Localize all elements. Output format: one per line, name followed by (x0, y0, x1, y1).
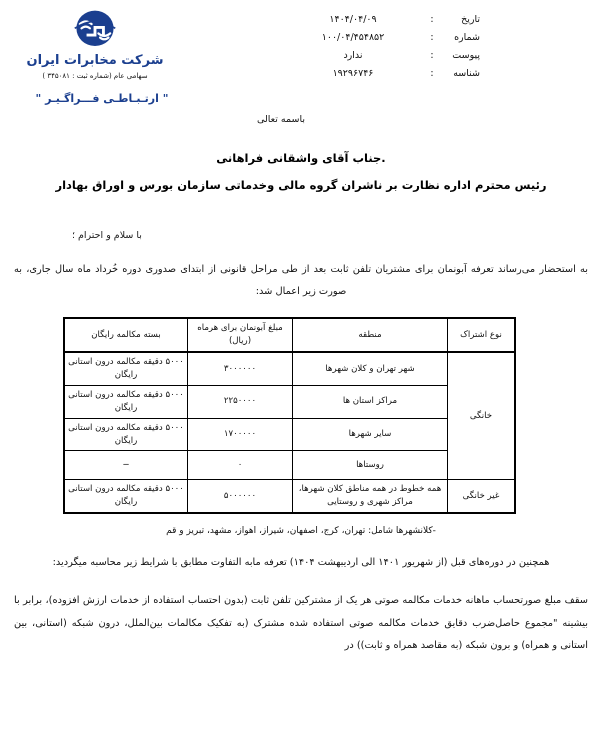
header-meta-block (280, 14, 480, 86)
basmala: باسمه تعالی (256, 114, 306, 125)
column-header-subscription-type: نوع اشتراک (448, 318, 516, 352)
cell-amount: ۰ (188, 451, 293, 480)
tariff-table-wrapper (68, 317, 516, 514)
salutation: با سلام و احترام ؛ (72, 230, 142, 241)
company-wordmark: شرکت مخابرات ایران (26, 53, 164, 68)
table-row (64, 385, 515, 418)
cell-package: ۵۰۰۰ دقیقه مکالمه درون استانی رایگان (64, 352, 188, 385)
cell-zone: شهر تهران و کلان شهرها (293, 352, 448, 385)
meta-value-attachment: ندارد (343, 50, 363, 61)
meta-value-identifier: ۱۹۲۹۶۷۴۶ (332, 68, 374, 79)
meta-label-date: تاریخ (461, 14, 480, 25)
company-logo-block (0, 8, 190, 80)
meta-row-identifier (280, 68, 480, 86)
meta-label-attachment: پیوست (452, 50, 480, 61)
cell-package: − (64, 451, 188, 480)
meta-row-attachment (280, 50, 480, 68)
meta-colon-identifier: : (430, 68, 434, 79)
tariff-table-body (64, 352, 515, 513)
cell-package: ۵۰۰۰ دقیقه مکالمه درون استانی رایگان (64, 418, 188, 451)
addressee-name: .جناب آقای واشقانی فراهانی (216, 151, 386, 165)
letter-body (0, 230, 602, 303)
meta-value-date: ۱۴۰۴/۰۴/۰۹ (329, 14, 377, 25)
cell-subscription-type-nonresidential: غیر خانگی (448, 480, 516, 513)
prior-periods-block (0, 552, 602, 574)
meta-row-date (280, 14, 480, 32)
tci-globe-icon (68, 8, 122, 52)
intro-paragraph: به استحضار می‌رساند تعرفه آبونمان برای مشتریان تلفن ثابت بعد از طی مراحل قانونی از ابتدای صدوری دوره خُرداد ماه سال جاری، به صورت زیر اعمال شد: (14, 264, 588, 298)
cell-zone: روستاها (293, 451, 448, 480)
table-row (64, 480, 515, 513)
cell-package: ۵۰۰۰ دقیقه مکالمه درون استانی رایگان (64, 480, 188, 513)
table-header-row (64, 318, 515, 352)
meta-colon-attachment: : (430, 50, 434, 61)
table-row (64, 451, 515, 480)
cell-zone: سایر شهرها (293, 418, 448, 451)
column-header-zone: منطقه (293, 318, 448, 352)
letter-header (0, 0, 602, 108)
company-slogan: " ارتـبـاطـی فـــراگـیـر " (35, 92, 169, 105)
cell-amount: ۳۰۰۰۰۰۰ (188, 352, 293, 385)
company-registration-subtitle: سهامی عام (شماره ثبت : ۳۴۵۰۸۱ ) (42, 71, 148, 80)
addressee-block (0, 151, 602, 192)
cell-zone: مراکز استان ها (293, 385, 448, 418)
column-header-monthly-amount: مبلغ آبونمان برای هرماه (ریال) (188, 318, 293, 352)
cell-package: ۵۰۰۰ دقیقه مکالمه درون استانی رایگان (64, 385, 188, 418)
metro-cities-footnote: -کلانشهرها شامل: تهران، کرج، اصفهان، شیراز، اهواز، مشهد، تبریز و قم (166, 526, 436, 537)
ceiling-rule-block (0, 590, 602, 658)
table-row (64, 418, 515, 451)
cell-zone: همه خطوط در همه مناطق کلان شهرها، مراکز شهری و روستایی (293, 480, 448, 513)
column-header-free-call-package: بسته مکالمه رایگان (64, 318, 188, 352)
addressee-title: رئیس محترم اداره نظارت بر ناشران گروه مالی وخدماتی سازمان بورس و اوراق بهادار (55, 178, 547, 192)
meta-label-number: شماره (454, 32, 480, 43)
table-row (64, 352, 515, 385)
meta-colon-date: : (430, 14, 434, 25)
tariff-table (63, 317, 516, 514)
meta-value-number: ۱۰۰/۰۴/۴۵۴۸۵۲ (321, 32, 385, 43)
meta-colon-number: : (430, 32, 434, 43)
tariff-table-head (64, 318, 515, 352)
cell-amount: ۱۷۰۰۰۰۰ (188, 418, 293, 451)
meta-label-identifier: شناسه (453, 68, 480, 79)
cell-amount: ۵۰۰۰۰۰۰ (188, 480, 293, 513)
cell-subscription-type-residential: خانگی (448, 352, 516, 480)
meta-row-number (280, 32, 480, 50)
prior-periods-paragraph: همچنین در دوره‌های قبل (از شهریور ۱۴۰۱ الی اردیبهشت ۱۴۰۴) تعرفه مابه التفاوت مطابق با شرایط زیر محاسبه میگردید: (52, 557, 550, 569)
cell-amount: ۲۲۵۰۰۰۰ (188, 385, 293, 418)
ceiling-rule-paragraph: سقف مبلغ صورتحساب ماهانه خدمات مکالمه صوتی هر یک از مشترکین تلفن ثابت (بدون احتساب استفاده از خدمات ارزش افزوده)، برابر با بیشینه "مجموع حاصل‌ضرب دقایق خدمات مکالمه صوتی استفاده شده مشترک (به تفکیک مکالمات بین‌الملل، درون شبکه (استانی، بین استانی و همراه) و برون شبکه (به مقاصد همراه و ثابت)) در (14, 595, 588, 652)
